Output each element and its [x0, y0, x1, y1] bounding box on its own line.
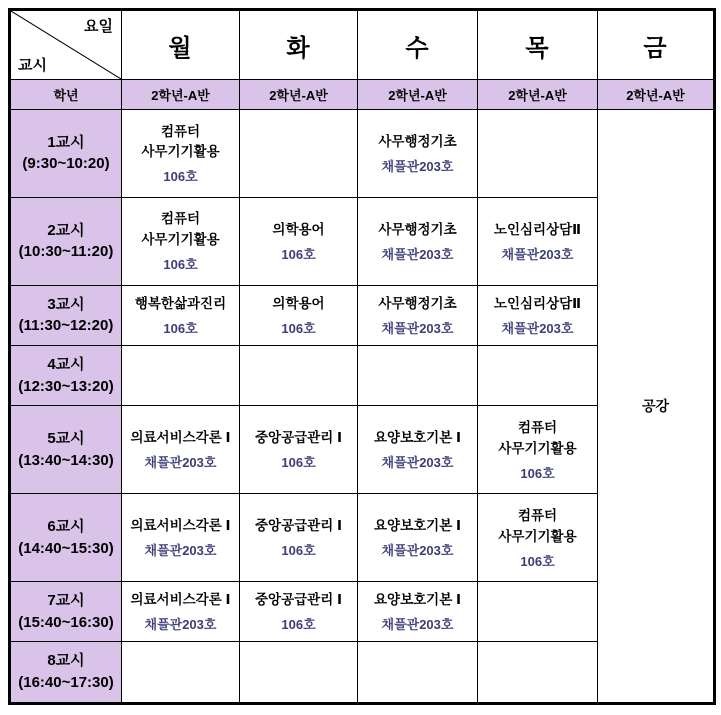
subject-line: 중앙공급관리 Ⅰ [254, 430, 343, 446]
subject-line: 컴퓨터 [517, 419, 558, 435]
period-time: (11:30~12:20) [18, 317, 114, 335]
subject-name [122, 122, 239, 164]
subject-line: 컴퓨터 [160, 123, 201, 139]
room-label: 채플관203호 [381, 543, 454, 559]
cell-wed-period-1 [358, 110, 478, 198]
period-time: (16:40~17:30) [18, 674, 114, 692]
period-name: 4교시 [47, 355, 85, 373]
cell-thu-period-5 [478, 406, 598, 494]
subject-name [122, 209, 239, 251]
room-label: 106호 [281, 543, 316, 559]
cell-tue-period-3 [240, 285, 358, 345]
subject-line: 사무기기활용 [498, 528, 577, 544]
period-label-3 [10, 285, 122, 345]
period-row-1 [10, 110, 715, 198]
cell-thu-period-2 [478, 197, 598, 285]
cell-thu-period-8 [478, 642, 598, 704]
subject-line: 컴퓨터 [160, 211, 201, 227]
period-time: (9:30~10:20) [22, 155, 110, 173]
subject-line: 사무행정기초 [378, 133, 457, 149]
period-label-8 [10, 642, 122, 704]
room-label: 채플관203호 [381, 320, 454, 336]
cell-wed-period-6 [358, 494, 478, 582]
subject-line: 의학용어 [272, 221, 325, 237]
class-header-wed: 2학년-A반 [358, 80, 478, 110]
room-label: 106호 [163, 169, 198, 185]
room-label: 106호 [163, 320, 198, 336]
subject-line: 의료서비스각론 Ⅰ [130, 430, 231, 446]
corner-cell [10, 10, 122, 80]
cell-mon-period-8 [122, 642, 240, 704]
subject-name [478, 506, 597, 548]
subject-name [358, 220, 477, 241]
day-header-mon: 월 [122, 10, 240, 80]
subject-name [358, 294, 477, 315]
subject-line: 의료서비스각론 Ⅰ [130, 518, 231, 534]
cell-tue-period-2 [240, 197, 358, 285]
room-label: 106호 [281, 617, 316, 633]
room-label: 106호 [281, 455, 316, 471]
room-label: 채플관203호 [381, 158, 454, 174]
period-label-5 [10, 406, 122, 494]
corner-period-label: 교시 [18, 57, 47, 74]
cell-tue-period-7 [240, 582, 358, 642]
subject-line: 사무기기활용 [141, 144, 220, 160]
room-label: 채플관203호 [501, 246, 574, 262]
subject-name [358, 428, 477, 449]
subject-line: 행복한삶과진리 [134, 295, 227, 311]
subject-name [478, 220, 597, 241]
day-header-row [10, 10, 715, 80]
day-header-wed: 수 [358, 10, 478, 80]
cell-wed-period-3 [358, 285, 478, 345]
period-time: (15:40~16:30) [18, 613, 114, 631]
subject-name [240, 220, 357, 241]
room-label: 106호 [281, 320, 316, 336]
free-period-label: 공강 [641, 398, 670, 414]
subject-name [122, 516, 239, 537]
period-name: 5교시 [47, 429, 85, 447]
subject-line: 사무행정기초 [378, 295, 457, 311]
subject-line: 사무기기활용 [141, 232, 220, 248]
cell-tue-period-5 [240, 406, 358, 494]
cell-thu-period-4 [478, 346, 598, 406]
subject-name [240, 294, 357, 315]
subject-name [358, 132, 477, 153]
cell-mon-period-4 [122, 346, 240, 406]
period-name: 1교시 [47, 133, 85, 151]
period-name: 2교시 [47, 221, 85, 239]
room-label: 106호 [520, 553, 555, 569]
day-header-tue: 화 [240, 10, 358, 80]
cell-mon-period-3 [122, 285, 240, 345]
period-name: 8교시 [47, 652, 85, 670]
timetable-body [10, 110, 715, 704]
subject-line: 중앙공급관리 Ⅰ [254, 518, 343, 534]
subject-name [240, 428, 357, 449]
subject-line: 사무기기활용 [498, 440, 577, 456]
subject-line: 의학용어 [272, 295, 325, 311]
subject-line: 요양보호기본 Ⅰ [373, 592, 462, 608]
subject-name [122, 294, 239, 315]
corner-day-label: 요일 [84, 18, 113, 35]
subject-name [358, 590, 477, 611]
day-header-thu: 목 [478, 10, 598, 80]
period-label-6 [10, 494, 122, 582]
class-header-mon: 2학년-A반 [122, 80, 240, 110]
cell-wed-period-2 [358, 197, 478, 285]
room-label: 106호 [281, 246, 316, 262]
period-name: 3교시 [47, 295, 85, 313]
cell-wed-period-5 [358, 406, 478, 494]
period-time: (10:30~11:20) [18, 243, 114, 261]
cell-mon-period-7 [122, 582, 240, 642]
cell-thu-period-1 [478, 110, 598, 198]
subject-name [240, 590, 357, 611]
period-label-1 [10, 110, 122, 198]
room-label: 채플관203호 [144, 617, 217, 633]
cell-wed-period-8 [358, 642, 478, 704]
subject-name [122, 590, 239, 611]
period-name: 7교시 [47, 591, 85, 609]
class-header-tue: 2학년-A반 [240, 80, 358, 110]
cell-mon-period-2 [122, 197, 240, 285]
room-label: 106호 [163, 257, 198, 273]
subject-line: 노인심리상담Ⅱ [493, 221, 582, 237]
grade-header-row [10, 80, 715, 110]
subject-line: 중앙공급관리 Ⅰ [254, 592, 343, 608]
room-label: 채플관203호 [381, 246, 454, 262]
cell-fri-merged-free [598, 110, 715, 704]
cell-thu-period-3 [478, 285, 598, 345]
room-label: 채플관203호 [144, 455, 217, 471]
room-label: 채플관203호 [381, 617, 454, 633]
cell-mon-period-1 [122, 110, 240, 198]
subject-name [478, 294, 597, 315]
subject-line: 컴퓨터 [517, 507, 558, 523]
period-name: 6교시 [47, 517, 85, 535]
cell-tue-period-1 [240, 110, 358, 198]
class-timetable [8, 8, 716, 705]
cell-tue-period-4 [240, 346, 358, 406]
room-label: 채플관203호 [144, 543, 217, 559]
cell-wed-period-4 [358, 346, 478, 406]
period-label-4 [10, 346, 122, 406]
cell-tue-period-8 [240, 642, 358, 704]
cell-thu-period-7 [478, 582, 598, 642]
class-header-fri: 2학년-A반 [598, 80, 715, 110]
cell-wed-period-7 [358, 582, 478, 642]
cell-mon-period-6 [122, 494, 240, 582]
period-time: (14:40~15:30) [18, 539, 114, 557]
grade-row-label: 학년 [10, 80, 122, 110]
subject-line: 의료서비스각론 Ⅰ [130, 592, 231, 608]
class-header-thu: 2학년-A반 [478, 80, 598, 110]
room-label: 채플관203호 [501, 320, 574, 336]
subject-line: 노인심리상담Ⅱ [493, 295, 582, 311]
subject-name [240, 516, 357, 537]
period-time: (13:40~14:30) [18, 451, 114, 469]
subject-name [122, 428, 239, 449]
room-label: 채플관203호 [381, 455, 454, 471]
day-header-fri: 금 [598, 10, 715, 80]
cell-thu-period-6 [478, 494, 598, 582]
subject-line: 요양보호기본 Ⅰ [373, 430, 462, 446]
period-time: (12:30~13:20) [18, 377, 114, 395]
subject-name [478, 418, 597, 460]
subject-line: 요양보호기본 Ⅰ [373, 518, 462, 534]
subject-name [358, 516, 477, 537]
subject-line: 사무행정기초 [378, 221, 457, 237]
period-label-2 [10, 197, 122, 285]
cell-mon-period-5 [122, 406, 240, 494]
room-label: 106호 [520, 465, 555, 481]
cell-tue-period-6 [240, 494, 358, 582]
period-label-7 [10, 582, 122, 642]
